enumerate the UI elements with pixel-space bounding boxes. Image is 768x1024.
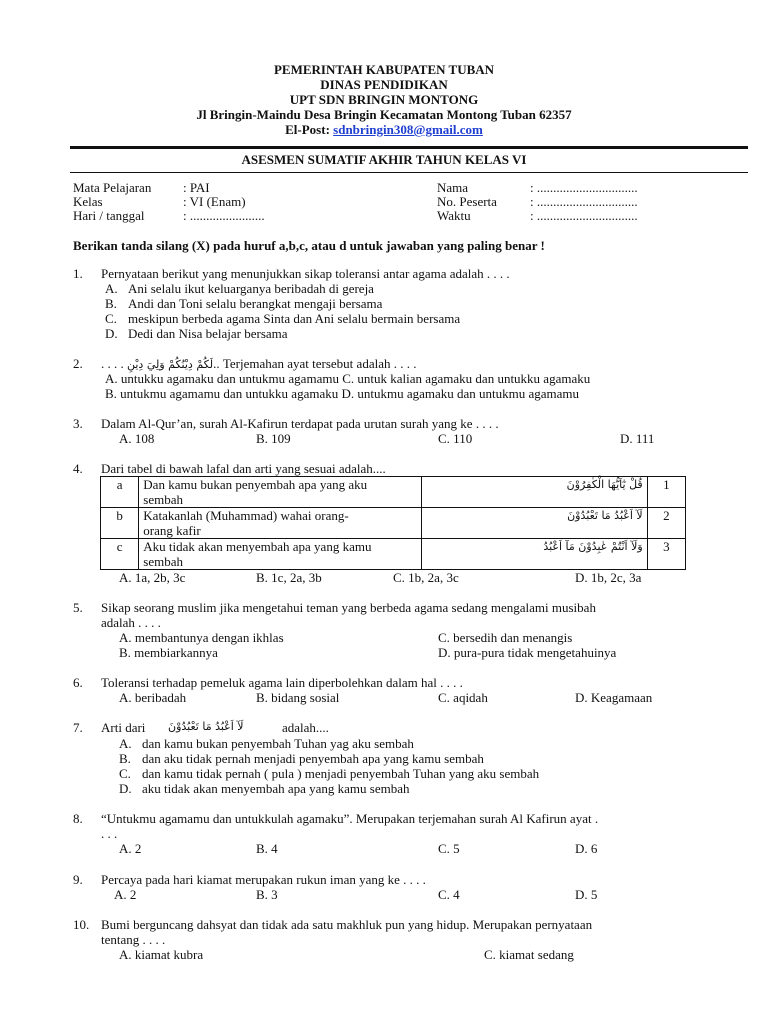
option[interactable]: A. kiamat kubra <box>119 947 204 962</box>
option-row[interactable]: B. untukmu agamamu dan untukku agamaku D. untukmu agamaku dan untukmu agamamu <box>105 386 580 401</box>
question-text-cont: adalah . . . . <box>101 615 161 630</box>
option[interactable]: B. membiarkannya <box>119 645 218 660</box>
arabic-verse: لَآ اَعْبُدُ مَا تَعْبُدُوْنَ <box>168 720 244 733</box>
email-label: El-Post: <box>285 122 334 137</box>
title-divider <box>70 172 748 173</box>
header-address: Jl Bringin-Maindu Desa Bringin Kecamatan Montong Tuban 62357 <box>196 107 572 122</box>
option-text: Ani selalu ikut keluarganya beribadah di gereja <box>128 281 374 296</box>
option-text: dan kamu tidak pernah ( pula ) menjadi penyembah Tuhan yang aku sembah <box>142 766 540 781</box>
info-value-class: : VI (Enam) <box>183 194 246 209</box>
question-text: Dari tabel di bawah lafal dan arti yang sesuai adalah.... <box>101 461 386 476</box>
question-number: 8. <box>73 811 83 826</box>
info-label-time: Waktu <box>437 208 471 223</box>
question-text: Dalam Al-Qur’an, surah Al-Kafirun terdapat pada urutan surah yang ke . . . . <box>101 416 499 431</box>
row-letter: c <box>101 539 139 570</box>
option[interactable]: A. 108 <box>119 431 155 446</box>
table-row <box>101 477 686 508</box>
question-suffix: adalah.... <box>282 720 329 735</box>
option[interactable]: C. bersedih dan menangis <box>438 630 573 645</box>
row-meaning: Katakanlah (Muhammad) wahai orang- orang kafir <box>139 508 422 539</box>
option-text: Andi dan Toni selalu berangkat mengaji bersama <box>128 296 383 311</box>
option-letter[interactable]: B. <box>119 751 131 766</box>
option-letter[interactable]: B. <box>105 296 117 311</box>
question-number: 5. <box>73 600 83 615</box>
row-meaning: Aku tidak akan menyembah apa yang kamu sembah <box>139 539 422 570</box>
question-number: 4. <box>73 461 83 476</box>
option-letter[interactable]: C. <box>119 766 131 781</box>
info-label-name: Nama <box>437 180 469 195</box>
question-number: 1. <box>73 266 83 281</box>
option[interactable]: C. 4 <box>438 887 460 902</box>
row-letter: a <box>101 477 139 508</box>
arabic-verse: لَكُمْ دِيْنُكُمْ وَلِيَ دِيْنِ <box>127 358 214 371</box>
option[interactable]: C. 5 <box>438 841 460 856</box>
question-text: Pernyataan berikut yang menunjukkan sikap toleransi antar agama adalah . . . . <box>101 266 510 281</box>
header-government: PEMERINTAH KABUPATEN TUBAN <box>273 62 495 77</box>
row-arabic: وَلَآ اَنْتُمْ عٰبِدُوْنَ مَآ اَعْبُدُ <box>422 539 648 570</box>
info-value-time[interactable]: : ............................... <box>530 208 638 223</box>
instruction: Berikan tanda silang (X) pada huruf a,b,c, atau d untuk jawaban yang paling benar ! <box>73 238 545 253</box>
header-divider <box>70 146 748 149</box>
option[interactable]: D. pura-pura tidak mengetahuinya <box>438 645 617 660</box>
row-arabic: لَآ اَعْبُدُ مَا تَعْبُدُوْنَ <box>422 508 648 539</box>
option[interactable]: D. 111 <box>620 431 655 446</box>
info-value-name[interactable]: : ............................... <box>530 180 638 195</box>
option-text: dan kamu bukan penyembah Tuhan yag aku sembah <box>142 736 414 751</box>
option[interactable]: B. 1c, 2a, 3b <box>256 570 322 585</box>
info-value-date[interactable]: : ....................... <box>183 208 265 223</box>
question-number: 6. <box>73 675 83 690</box>
question-text-cont: tentang . . . . <box>101 932 166 947</box>
row-meaning: Dan kamu bukan penyembah apa yang aku sembah <box>139 477 422 508</box>
info-label-subject: Mata Pelajaran <box>73 180 152 195</box>
header-email-line <box>0 122 768 137</box>
question-number: 3. <box>73 416 83 431</box>
option-letter[interactable]: D. <box>119 781 132 796</box>
info-label-participant-no: No. Peserta <box>437 194 497 209</box>
row-number: 2 <box>647 508 685 539</box>
question-text-cont: . . . <box>101 826 118 841</box>
option[interactable]: A. 1a, 2b, 3c <box>119 570 186 585</box>
row-number: 3 <box>647 539 685 570</box>
option-letter[interactable]: A. <box>105 281 118 296</box>
option-letter[interactable]: A. <box>119 736 132 751</box>
option-letter[interactable]: C. <box>105 311 117 326</box>
question-text <box>101 356 416 372</box>
option-letter[interactable]: D. <box>105 326 118 341</box>
info-label-class: Kelas <box>73 194 103 209</box>
question-text-tail: .. Terjemahan ayat tersebut adalah . . . . <box>213 356 417 371</box>
row-letter: b <box>101 508 139 539</box>
option[interactable]: B. 4 <box>256 841 278 856</box>
option[interactable]: C. kiamat sedang <box>484 947 574 962</box>
info-label-date: Hari / tanggal <box>73 208 145 223</box>
question-text: Toleransi terhadap pemeluk agama lain diperbolehkan dalam hal . . . . <box>101 675 463 690</box>
question-number: 7. <box>73 720 83 735</box>
table-row <box>101 508 686 539</box>
question-dots: . . . . <box>101 356 124 371</box>
option-text: meskipun berbeda agama Sinta dan Ani selalu bermain bersama <box>128 311 461 326</box>
option[interactable]: D. 6 <box>575 841 598 856</box>
question-number: 2. <box>73 356 83 371</box>
question-number: 9. <box>73 872 83 887</box>
row-number: 1 <box>647 477 685 508</box>
question-text: “Untukmu agamamu dan untukkulah agamaku”. Merupakan terjemahan surah Al Kafirun ayat . <box>101 811 599 826</box>
option[interactable]: B. 109 <box>256 431 291 446</box>
option[interactable]: D. Keagamaan <box>575 690 653 705</box>
matching-table <box>100 476 686 570</box>
option[interactable]: B. 3 <box>256 887 278 902</box>
option[interactable]: A. membantunya dengan ikhlas <box>119 630 284 645</box>
question-text: Sikap seorang muslim jika mengetahui teman yang berbeda agama sedang mengalami musibah <box>101 600 596 615</box>
option-text: Dedi dan Nisa belajar bersama <box>128 326 288 341</box>
question-prefix: Arti dari <box>101 720 146 735</box>
option-row[interactable]: A. untukku agamaku dan untukmu agamamu C. untuk kalian agamaku dan untukku agamaku <box>105 371 591 386</box>
question-number: 10. <box>73 917 90 932</box>
table-row <box>101 539 686 570</box>
option[interactable]: A. 2 <box>114 887 137 902</box>
option[interactable]: B. bidang sosial <box>256 690 340 705</box>
question-text: Percaya pada hari kiamat merupakan rukun iman yang ke . . . . <box>101 872 426 887</box>
option[interactable]: A. beribadah <box>119 690 187 705</box>
header-department: DINAS PENDIDIKAN <box>320 77 448 92</box>
option[interactable]: A. 2 <box>119 841 142 856</box>
option[interactable]: C. aqidah <box>438 690 488 705</box>
option[interactable]: C. 110 <box>438 431 473 446</box>
exam-title: ASESMEN SUMATIF AKHIR TAHUN KELAS VI <box>241 152 527 167</box>
question-text: Bumi berguncang dahsyat dan tidak ada satu makhluk pun yang hidup. Merupakan pernyataan <box>101 917 593 932</box>
row-arabic: قُلْ يٰٓاَيُّهَا الْكٰفِرُوْنَ <box>422 477 648 508</box>
info-value-subject: : PAI <box>183 180 210 195</box>
option-text: dan aku tidak pernah menjadi penyembah apa yang kamu sembah <box>142 751 484 766</box>
header-school: UPT SDN BRINGIN MONTONG <box>289 92 479 107</box>
option[interactable]: D. 5 <box>575 887 598 902</box>
option[interactable]: D. 1b, 2c, 3a <box>575 570 642 585</box>
option[interactable]: C. 1b, 2a, 3c <box>393 570 459 585</box>
option-text: aku tidak akan menyembah apa yang kamu sembah <box>142 781 410 796</box>
info-value-participant-no[interactable]: : ............................... <box>530 194 638 209</box>
email-link[interactable]: sdnbringin308@gmail.com <box>333 122 483 137</box>
